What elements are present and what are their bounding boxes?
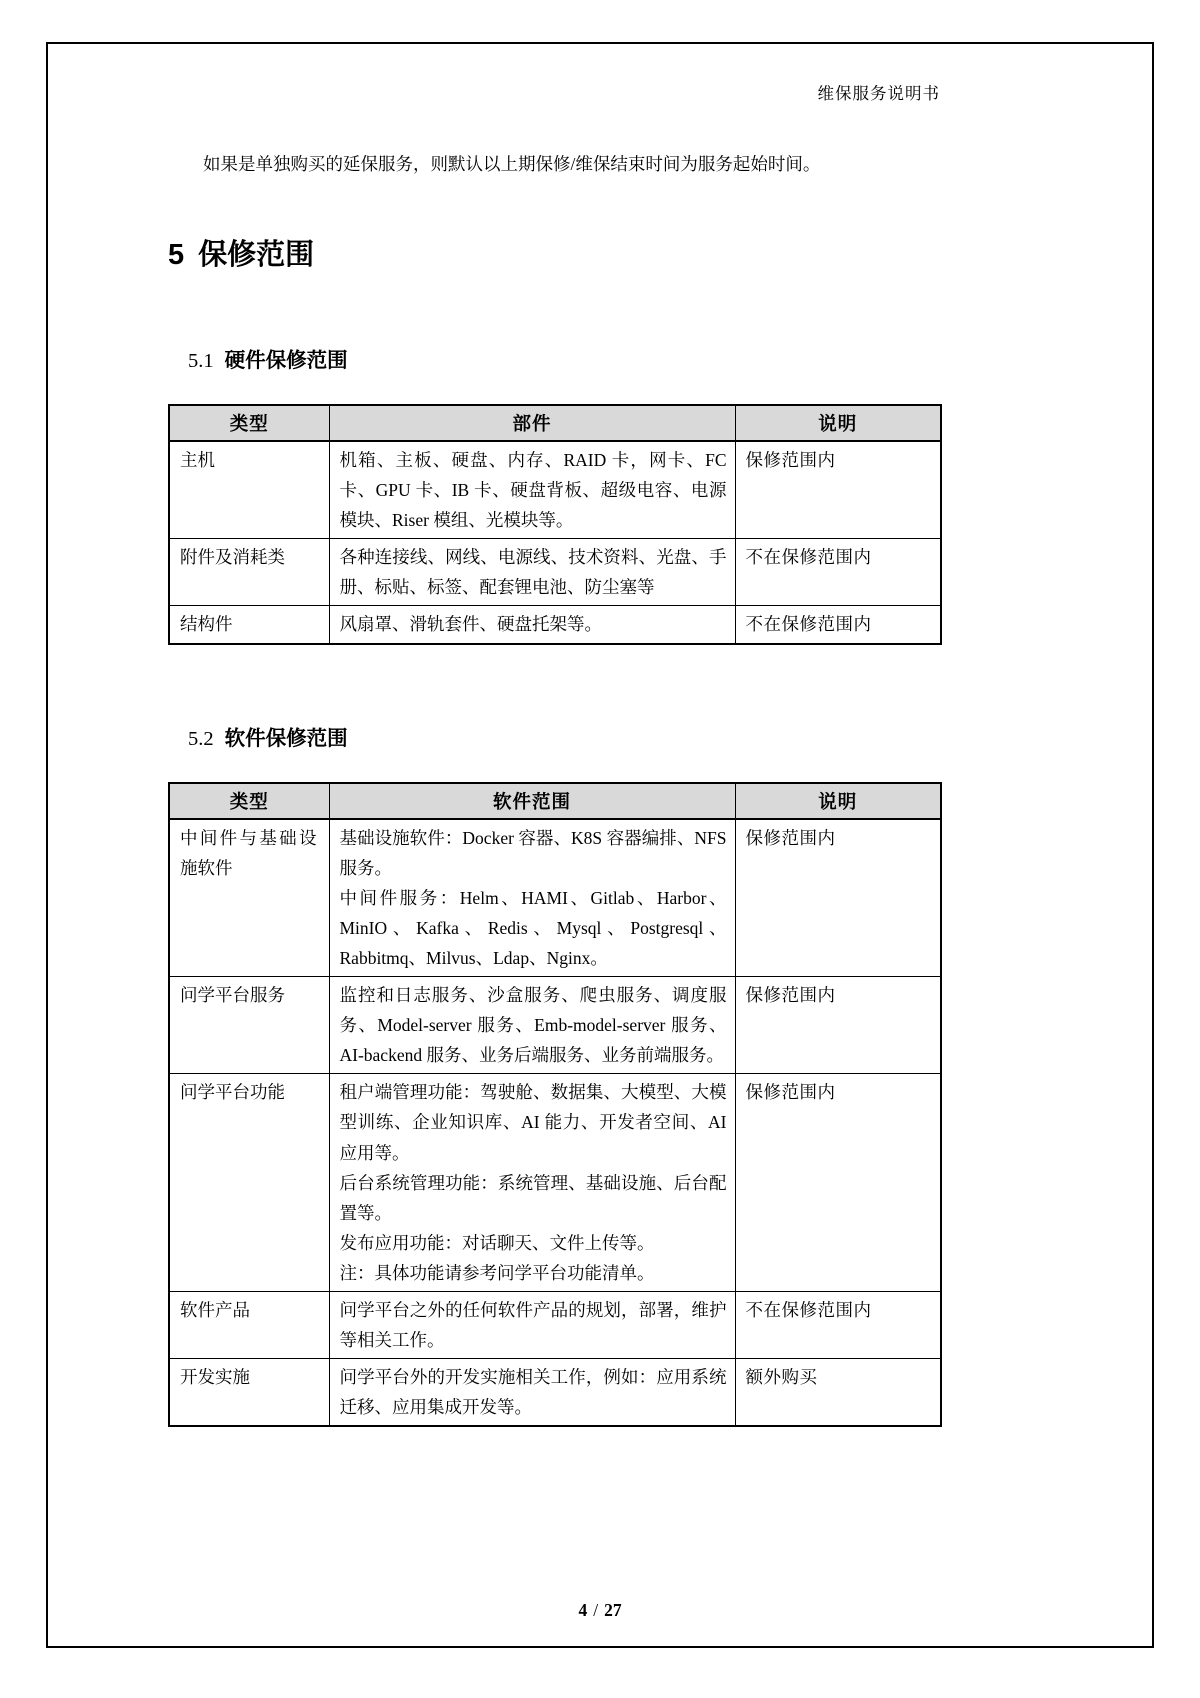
section-5-title: 保修范围 (198, 239, 315, 271)
note-cell: 保修范围内 (735, 1074, 941, 1292)
type-cell: 结构件 (169, 606, 329, 644)
parts-paragraph: 问学平台外的开发实施相关工作，例如：应用系统迁移、应用集成开发等。 (339, 1367, 727, 1418)
type-cell: 问学平台服务 (169, 977, 329, 1074)
hardware-header-note: 说明 (735, 405, 941, 441)
parts-paragraph: 发布应用功能：对话聊天、文件上传等。 (339, 1232, 655, 1253)
type-cell: 附件及消耗类 (169, 539, 329, 606)
software-warranty-table (168, 782, 942, 1428)
table-row (169, 1291, 941, 1358)
page-content (168, 42, 940, 1427)
note-cell: 不在保修范围内 (735, 539, 941, 606)
software-header-note: 说明 (735, 783, 941, 819)
subsection-5-2-title: 软件保修范围 (224, 726, 348, 750)
page-footer (0, 1600, 1200, 1621)
document-header-title: 维保服务说明书 (817, 84, 940, 103)
table-row (169, 441, 941, 539)
parts-paragraph: 机箱、主板、硬盘、内存、RAID 卡，网卡、FC 卡、GPU 卡、IB 卡、硬盘背板、超级电容、电源模块、Riser 模组、光模块等。 (339, 450, 727, 531)
parts-paragraph: 中间件服务：Helm、HAMI、Gitlab、Harbor、MinIO、Kafka、Redis、Mysql、Postgresql、Rabbitmq、Milvus、Ldap、Nginx。 (339, 887, 727, 968)
table-row (169, 1359, 941, 1427)
parts-paragraph: 风扇罩、滑轨套件、硬盘托架等。 (339, 614, 602, 635)
subsection-5-1-number: 5.1 (188, 350, 214, 372)
parts-cell (329, 441, 735, 539)
note-cell: 保修范围内 (735, 441, 941, 539)
parts-paragraph: 监控和日志服务、沙盒服务、爬虫服务、调度服务、Model-server 服务、Emb-model-server 服务、AI-backend 服务、业务后端服务、业务前端服务。 (339, 985, 727, 1066)
subsection-5-1-title: 硬件保修范围 (224, 349, 348, 372)
parts-cell (329, 1291, 735, 1358)
parts-cell (329, 1359, 735, 1427)
subsection-5-2-number: 5.2 (188, 727, 214, 750)
table-row (169, 1074, 941, 1292)
software-header-type: 类型 (169, 783, 329, 819)
section-5-heading (168, 232, 940, 273)
table-row (169, 977, 941, 1074)
software-header-scope: 软件范围 (329, 783, 735, 819)
parts-cell (329, 977, 735, 1074)
note-cell: 不在保修范围内 (735, 606, 941, 644)
subsection-5-2-heading (188, 721, 940, 751)
parts-paragraph: 注：具体功能请参考问学平台功能清单。 (339, 1262, 655, 1283)
intro-paragraph: 如果是单独购买的延保服务，则默认以上期保修/维保结束时间为服务起始时间。 (203, 154, 821, 174)
page-number-separator: / (593, 1600, 599, 1620)
parts-paragraph: 租户端管理功能：驾驶舱、数据集、大模型、大模型训练、企业知识库、AI 能力、开发者空间、AI 应用等。 (339, 1082, 727, 1163)
note-cell: 额外购买 (735, 1359, 941, 1427)
note-cell: 不在保修范围内 (735, 1291, 941, 1358)
type-cell: 中间件与基础设施软件 (169, 819, 329, 977)
page-number-current: 4 (578, 1600, 588, 1620)
subsection-5-1-heading (188, 343, 940, 373)
note-cell: 保修范围内 (735, 977, 941, 1074)
type-cell: 问学平台功能 (169, 1074, 329, 1292)
page-number-total: 27 (604, 1600, 622, 1620)
parts-cell (329, 606, 735, 644)
parts-paragraph: 后台系统管理功能：系统管理、基础设施、后台配置等。 (339, 1172, 727, 1223)
table-row (169, 606, 941, 644)
section-5-number: 5 (168, 239, 185, 271)
software-table-header-row (169, 783, 941, 819)
parts-paragraph: 各种连接线、网线、电源线、技术资料、光盘、手册、标贴、标签、配套锂电池、防尘塞等 (339, 547, 727, 598)
type-cell: 软件产品 (169, 1291, 329, 1358)
parts-paragraph: 问学平台之外的任何软件产品的规划，部署，维护等相关工作。 (339, 1299, 727, 1351)
hardware-warranty-table (168, 404, 942, 645)
type-cell: 主机 (169, 441, 329, 539)
table-row (169, 539, 941, 606)
note-cell: 保修范围内 (735, 819, 941, 977)
table-row (169, 819, 941, 977)
hardware-header-parts: 部件 (329, 405, 735, 441)
hardware-header-type: 类型 (169, 405, 329, 441)
parts-cell (329, 819, 735, 977)
parts-cell (329, 1074, 735, 1292)
hardware-table-header-row (169, 405, 941, 441)
parts-cell (329, 539, 735, 606)
type-cell: 开发实施 (169, 1359, 329, 1427)
parts-paragraph: 基础设施软件：Docker 容器、K8S 容器编排、NFS 服务。 (339, 827, 727, 878)
